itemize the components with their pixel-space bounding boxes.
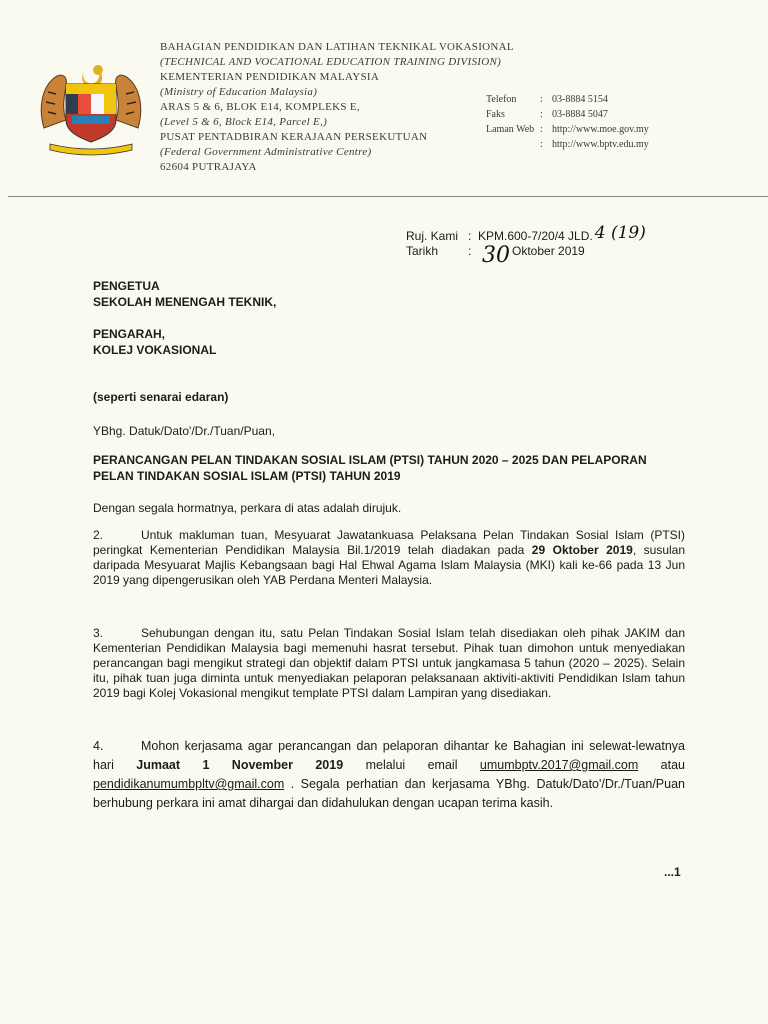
- meeting-date: 29 Oktober 2019: [531, 543, 633, 557]
- contact-label: Faks: [486, 109, 505, 120]
- contact-block: Telefon : 03-8884 5154 Faks : 03-8884 5047 Laman Web : http://www.moe.gov.my : http://www.bptv.edu.my: [486, 94, 649, 150]
- recipient-line: KOLEJ VOKASIONAL: [93, 343, 217, 357]
- letterhead-line: PUSAT PENTADBIRAN KERAJAAN PERSEKUTUAN: [160, 131, 428, 143]
- letterhead-line: (Ministry of Education Malaysia): [160, 86, 318, 98]
- header-divider: [8, 196, 768, 197]
- recipient-block: [93, 278, 276, 310]
- ref-value: KPM.600-7/20/4 JLD.: [478, 229, 593, 243]
- website-link[interactable]: http://www.bptv.edu.my: [552, 139, 649, 150]
- date-label: Tarikh: [406, 244, 439, 258]
- deadline-date: Jumaat 1 November 2019: [136, 758, 344, 772]
- recipient-line: PENGETUA: [93, 279, 160, 293]
- salutation: YBhg. Datuk/Dato'/Dr./Tuan/Puan,: [93, 424, 275, 438]
- paragraph-number: 3.: [93, 626, 104, 640]
- contact-label: Telefon: [486, 94, 517, 105]
- recipient-line: PENGARAH,: [93, 327, 166, 341]
- website-link[interactable]: http://www.moe.gov.my: [552, 124, 649, 135]
- handwritten-ref-number: 4 (19): [594, 223, 646, 243]
- email-link[interactable]: pendidikanumumbpltv@gmail.com: [93, 777, 285, 791]
- distribution-note: (seperti senarai edaran): [93, 390, 229, 404]
- paragraph-3: 3. Sehubungan dengan itu, satu Pelan Tindakan Sosial Islam telah disediakan oleh pihak JAKIM dan Kementerian Pendidikan Malaysia bagi memenuhi hasrat tersebut. Pihak tuan dimohon untuk menyediakan perancangan bagi mengikut strategi dan objektif dalam PTSI untuk jangkamasa 5 tahun (2020 – 2025). Selain itu, pihak tuan juga diminta untuk menyediakan pelaporan pelaksanaan aktiviti-aktiviti Pendidikan Islam tahun 2019 bagi Kolej Vokasional mengikut template PTSI dalam Lampiran yang disediakan.: [93, 626, 685, 700]
- letterhead-line: KEMENTERIAN PENDIDIKAN MALAYSIA: [160, 71, 380, 83]
- page-continuation-marker: ...1: [664, 865, 681, 879]
- paragraph-number: 2.: [93, 528, 104, 542]
- fax-number: 03-8884 5047: [552, 109, 608, 120]
- letterhead-line: (TECHNICAL AND VOCATIONAL EDUCATION TRAINING DIVISION): [160, 56, 502, 68]
- letterhead-line: BAHAGIAN PENDIDIKAN DAN LATIHAN TEKNIKAL VOKASIONAL: [160, 41, 514, 53]
- letterhead-line: (Level 5 & 6, Block E14, Parcel E,): [160, 116, 328, 128]
- email-link[interactable]: umumbptv.2017@gmail.com: [479, 758, 639, 772]
- paragraph-number: 4.: [93, 739, 104, 753]
- phone-number: 03-8884 5154: [552, 94, 608, 105]
- coat-of-arms-icon: [36, 58, 146, 158]
- recipient-line: SEKOLAH MENENGAH TEKNIK,: [93, 295, 277, 309]
- contact-label: [486, 137, 540, 152]
- contact-label: Laman Web: [486, 124, 535, 135]
- opening-line: Dengan segala hormatnya, perkara di atas adalah dirujuk.: [93, 501, 402, 515]
- subject-heading: PERANCANGAN PELAN TINDAKAN SOSIAL ISLAM (PTSI) TAHUN 2020 – 2025 DAN PELAPORAN PELAN TINDAKAN SOSIAL ISLAM (PTSI) TAHUN 2019: [93, 453, 647, 483]
- date-value: Oktober 2019: [512, 244, 585, 258]
- letterhead-line: 62604 PUTRAJAYA: [160, 161, 257, 173]
- paragraph-4: 4. Mohon kerjasama agar perancangan dan pelaporan dihantar ke Bahagian ini selewat-lewatnya hari Jumaat 1 November 2019 melalui email umumbptv.2017@gmail.com atau pendidikanumumbpltv@gmail.com . Segala perhatian dan kerjasama YBhg. Datuk/Dato'/Dr./Tuan/Puan berhubung perkara ini amat dihargai dan didahulukan dengan ucapan terima kasih.: [93, 739, 685, 810]
- handwritten-day: 30: [482, 243, 510, 268]
- letterhead-line: ARAS 5 & 6, BLOK E14, KOMPLEKS E,: [160, 101, 360, 113]
- ref-label: Ruj. Kami: [406, 229, 459, 243]
- recipient-block: [93, 326, 216, 358]
- letterhead-line: (Federal Government Administrative Centre): [160, 146, 372, 158]
- paragraph-2: 2. Untuk makluman tuan, Mesyuarat Jawatankuasa Pelaksana Pelan Tindakan Sosial Islam (PTSI) peringkat Kementerian Pendidikan Malaysia Bil.1/2019 telah diadakan pada 29 Oktober 2019, susulan daripada Mesyuarat Majlis Kebangsaan bagi Hal Ehwal Agama Islam Malaysia (MKI) kali ke-66 pada 13 Jun 2019 yang dipengerusikan oleh YAB Perdana Menteri Malaysia.: [93, 528, 686, 587]
- reference-block: Ruj. Kami : KPM.600-7/20/4 JLD. 4 (19) Tarikh : 30 Oktober 2019: [406, 223, 646, 268]
